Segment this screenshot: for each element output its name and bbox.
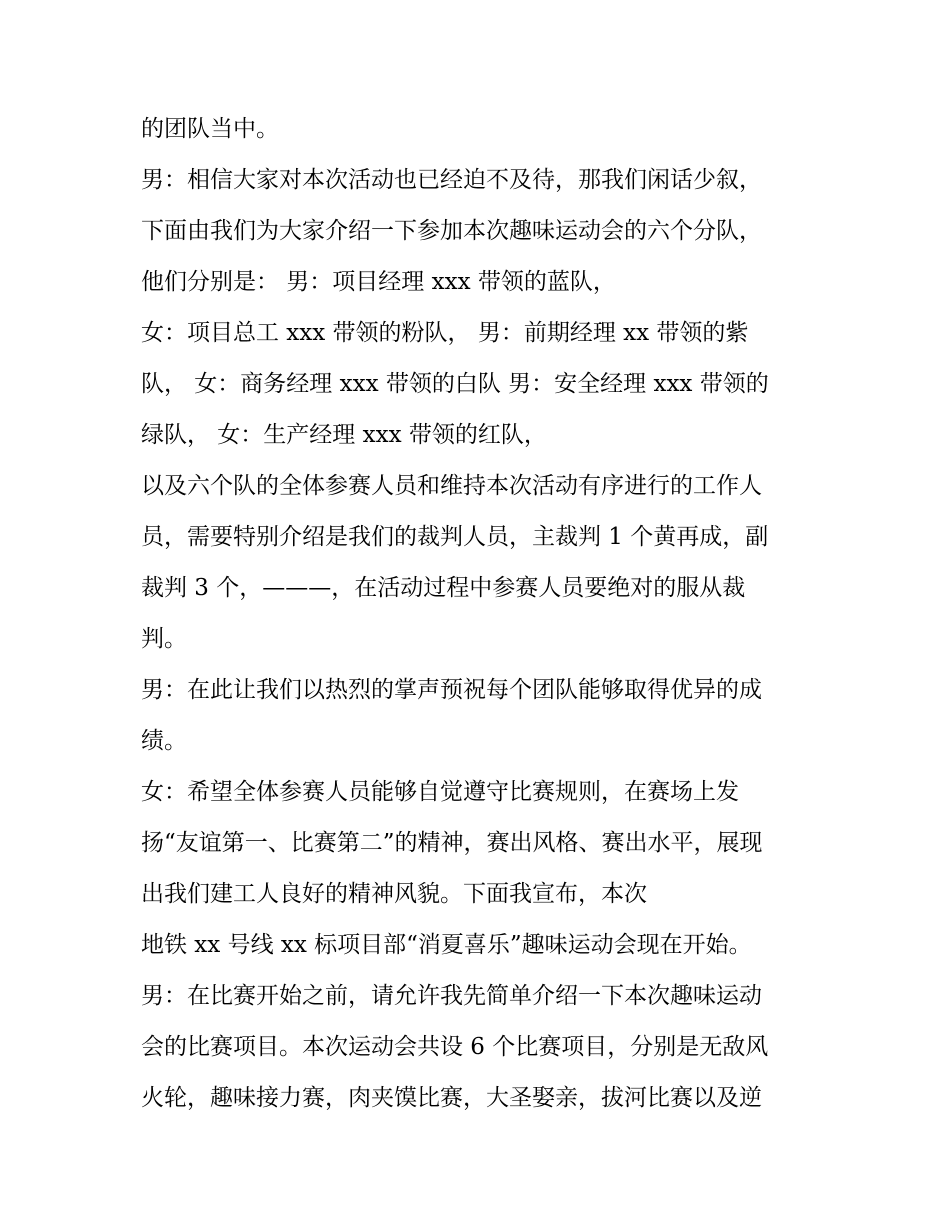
text-line: 出我们建工人良好的精神风貌。下面我宣布，本次 [141,881,647,907]
text-line: 扬“友谊第一、比赛第二”的精神，赛出风格、赛出水平，展现 [141,830,763,856]
text-line: 队， 女：商务经理 xxx 带领的白队 男：安全经理 xxx 带领的 [141,371,769,397]
document-body [141,106,831,1126]
text-line: 他们分别是： 男：项目经理 xxx 带领的蓝队， [141,269,616,295]
text-line: 员，需要特别介绍是我们的裁判人员，主裁判 1 个黄再成，副 [141,524,769,550]
text-line: 绿队， 女：生产经理 xxx 带领的红队， [141,422,547,448]
text-line: 男：相信大家对本次活动也已经迫不及待，那我们闲话少叙， [141,167,762,193]
text-line: 下面由我们为大家介绍一下参加本次趣味运动会的六个分队， [141,218,762,244]
text-line: 男：在此让我们以热烈的掌声预祝每个团队能够取得优异的成 [141,677,762,703]
text-line: 会的比赛项目。本次运动会共设 6 个比赛项目，分别是无敌风 [141,1034,769,1060]
text-line: 以及六个队的全体参赛人员和维持本次活动有序进行的工作人 [141,473,762,499]
text-line: 地铁 xx 号线 xx 标项目部“消夏喜乐”趣味运动会现在开始。 [141,932,752,958]
text-line: 判。 [141,626,187,652]
text-line: 火轮，趣味接力赛，肉夹馍比赛，大圣娶亲，拔河比赛以及逆 [141,1085,762,1111]
text-line: 的团队当中。 [141,116,279,142]
text-line: 女：项目总工 xxx 带领的粉队， 男：前期经理 xx 带领的紫 [141,320,749,346]
text-line: 绩。 [141,728,187,754]
text-line: 男：在比赛开始之前，请允许我先简单介绍一下本次趣味运动 [141,983,762,1009]
text-line: 女：希望全体参赛人员能够自觉遵守比赛规则，在赛场上发 [141,779,739,805]
text-line: 裁判 3 个，———，在活动过程中参赛人员要绝对的服从裁 [141,575,746,601]
